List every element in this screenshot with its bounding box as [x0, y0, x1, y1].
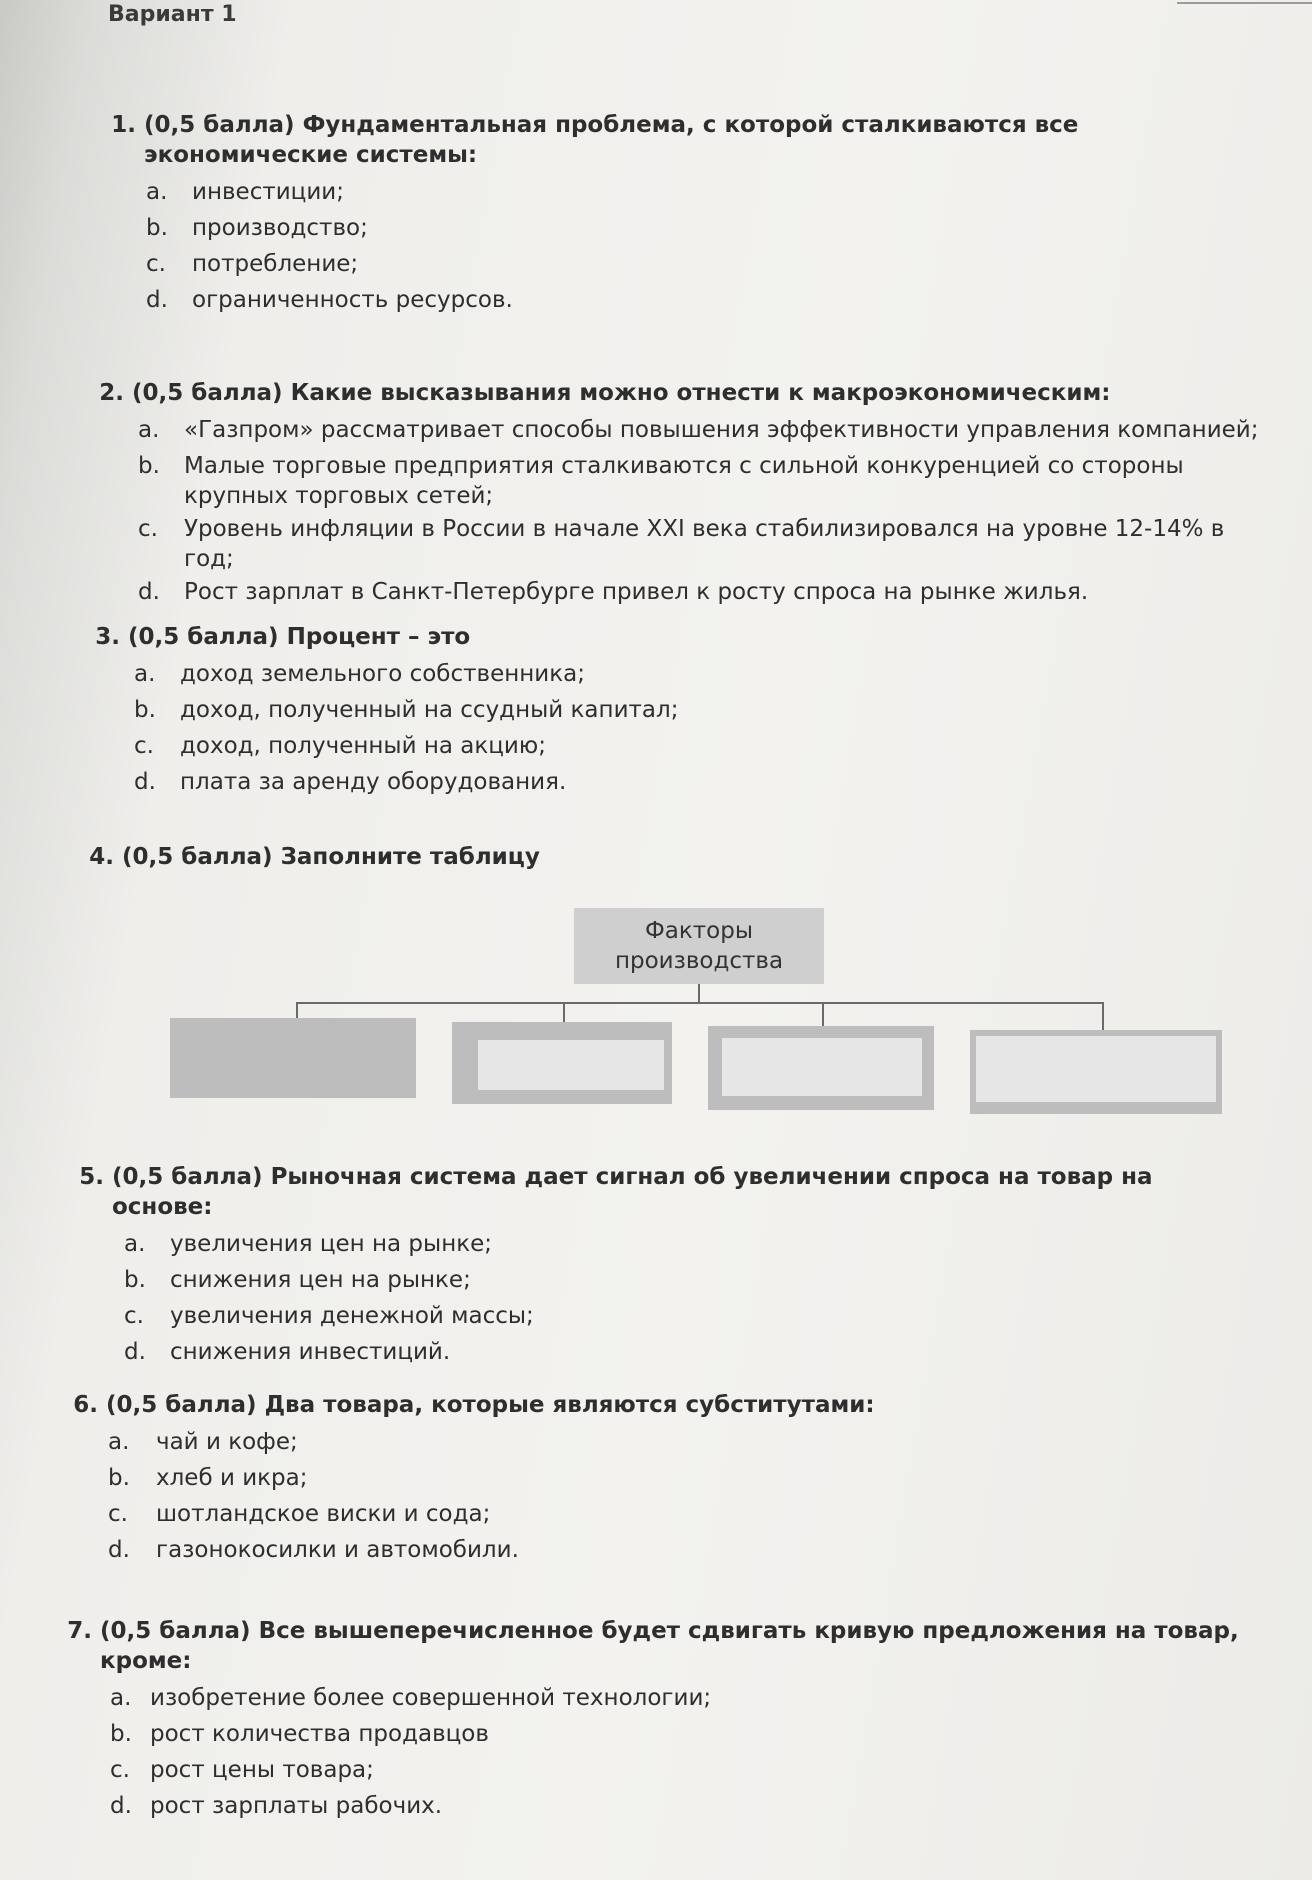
option-c [146, 246, 1220, 282]
option-a [124, 1226, 1248, 1262]
option-text: потребление; [192, 251, 359, 277]
question-number: 3. [95, 624, 120, 650]
option-letter: b. [138, 453, 160, 479]
option-b [134, 692, 1204, 728]
diagram-root-box [574, 908, 824, 984]
option-text: чай и кофе; [156, 1429, 298, 1455]
option-letter: d. [146, 287, 168, 313]
question-heading [62, 1390, 1182, 1420]
question-heading [100, 110, 1220, 170]
diagram-root-line1: Факторы [644, 918, 753, 944]
option-text: плата за аренду оборудования. [180, 769, 567, 795]
question-text: (0,5 балла) Заполните таблицу [122, 844, 540, 870]
option-text: инвестиции; [192, 179, 344, 205]
option-d [146, 282, 1220, 318]
option-text: Рост зарплат в Санкт-Петербурге привел к росту спроса на рынке жилья. [184, 579, 1089, 605]
question-heading [56, 1616, 1286, 1676]
option-letter: b. [124, 1267, 146, 1293]
options-list [146, 174, 1220, 318]
option-text: ограниченность ресурсов. [192, 287, 513, 313]
option-b [108, 1460, 1182, 1496]
option-text: газонокосилки и автомобили. [156, 1537, 519, 1563]
option-letter: d. [138, 579, 160, 605]
question-text: (0,5 балла) Процент – это [128, 624, 471, 650]
question-text: (0,5 балла) Рыночная система дает сигнал об увеличении спроса на товар на основе: [112, 1164, 1153, 1220]
diagram-root-line2: производства [614, 948, 784, 974]
question-7 [56, 1616, 1286, 1824]
option-text: хлеб и икра; [156, 1465, 308, 1491]
question-number: 6. [73, 1392, 98, 1418]
options-list [138, 412, 1268, 610]
question-number: 7. [67, 1618, 92, 1644]
option-letter: a. [108, 1429, 130, 1455]
factor-box-3-field[interactable] [722, 1038, 922, 1096]
option-letter: c. [134, 733, 154, 759]
option-text: увеличения цен на рынке; [170, 1231, 493, 1257]
option-b [146, 210, 1220, 246]
option-letter: a. [124, 1231, 146, 1257]
option-d [124, 1334, 1248, 1370]
option-letter: a. [146, 179, 168, 205]
option-text: шотландское виски и сода; [156, 1501, 491, 1527]
option-letter: c. [146, 251, 166, 277]
option-text: снижения цен на рынке; [170, 1267, 471, 1293]
option-letter: d. [124, 1339, 146, 1365]
question-number: 4. [89, 844, 114, 870]
option-b [110, 1716, 1286, 1752]
question-heading [68, 1162, 1248, 1222]
question-2 [88, 378, 1268, 610]
option-d [110, 1788, 1286, 1824]
option-text: рост количества продавцов [150, 1721, 489, 1747]
connector-vertical-root [698, 984, 700, 1002]
factor-box-4-field[interactable] [976, 1036, 1216, 1102]
factors-diagram [170, 908, 1230, 1118]
question-text: (0,5 балла) Фундаментальная проблема, с которой сталкиваются все экономические системы: [144, 112, 1079, 168]
option-c [124, 1298, 1248, 1334]
factor-box-1[interactable] [170, 1018, 416, 1098]
question-5 [68, 1162, 1248, 1370]
question-text: (0,5 балла) Какие высказывания можно отнести к макроэкономическим: [132, 380, 1111, 406]
option-letter: c. [124, 1303, 144, 1329]
option-text: снижения инвестиций. [170, 1339, 451, 1365]
option-d [108, 1532, 1182, 1568]
option-text: изобретение более совершенной технологии; [150, 1685, 712, 1711]
question-heading [84, 622, 1204, 652]
option-letter: b. [108, 1465, 130, 1491]
top-rule [1177, 2, 1312, 4]
option-a [138, 412, 1268, 448]
question-1 [100, 110, 1220, 318]
factor-box-2-field[interactable] [478, 1040, 664, 1090]
question-number: 5. [79, 1164, 104, 1190]
option-text: доход, полученный на ссудный капитал; [180, 697, 679, 723]
options-list [108, 1424, 1182, 1568]
option-d [138, 574, 1268, 610]
option-text: доход земельного собственника; [180, 661, 585, 687]
option-text: рост цены товара; [150, 1757, 374, 1783]
question-number: 2. [99, 380, 124, 406]
option-letter: c. [138, 516, 158, 542]
question-number: 1. [111, 112, 136, 138]
connector-3 [822, 1002, 824, 1026]
question-text: (0,5 балла) Все вышеперечисленное будет сдвигать кривую предложения на товар, кроме: [100, 1618, 1239, 1674]
option-c [110, 1752, 1286, 1788]
option-text: производство; [192, 215, 368, 241]
question-3 [84, 622, 1204, 800]
option-text: Малые торговые предприятия сталкиваются с сильной конкуренцией со стороны крупных торговых сетей; [184, 453, 1184, 509]
connector-horizontal [296, 1002, 1104, 1004]
options-list [134, 656, 1204, 800]
option-a [108, 1424, 1182, 1460]
option-text: Уровень инфляции в России в начале XXI века стабилизировался на уровне 12-14% в год; [184, 516, 1225, 572]
question-6 [62, 1390, 1182, 1568]
option-text: увеличения денежной массы; [170, 1303, 534, 1329]
option-letter: c. [108, 1501, 128, 1527]
connector-2 [563, 1002, 565, 1022]
option-letter: c. [110, 1757, 130, 1783]
option-c [108, 1496, 1182, 1532]
question-text: (0,5 балла) Два товара, которые являются субститутами: [106, 1392, 875, 1418]
option-d [134, 764, 1204, 800]
option-a [146, 174, 1220, 210]
option-letter: d. [108, 1537, 130, 1563]
option-b [138, 448, 1268, 511]
options-list [110, 1680, 1286, 1824]
option-text: доход, полученный на акцию; [180, 733, 546, 759]
option-letter: a. [110, 1685, 132, 1711]
question-heading [88, 378, 1268, 408]
option-c [134, 728, 1204, 764]
connector-4 [1102, 1002, 1104, 1030]
option-letter: b. [146, 215, 168, 241]
option-a [110, 1680, 1286, 1716]
option-letter: b. [134, 697, 156, 723]
question-4 [78, 842, 1198, 872]
question-heading [78, 842, 1198, 872]
option-letter: d. [134, 769, 156, 795]
option-a [134, 656, 1204, 692]
option-letter: b. [110, 1721, 132, 1747]
options-list [124, 1226, 1248, 1370]
option-text: «Газпром» рассматривает способы повышения эффективности управления компанией; [184, 417, 1259, 443]
variant-title: Вариант 1 [108, 2, 237, 27]
option-c [138, 511, 1268, 574]
option-letter: a. [138, 417, 160, 443]
option-text: рост зарплаты рабочих. [150, 1793, 443, 1819]
option-letter: d. [110, 1793, 132, 1819]
option-b [124, 1262, 1248, 1298]
option-letter: a. [134, 661, 156, 687]
